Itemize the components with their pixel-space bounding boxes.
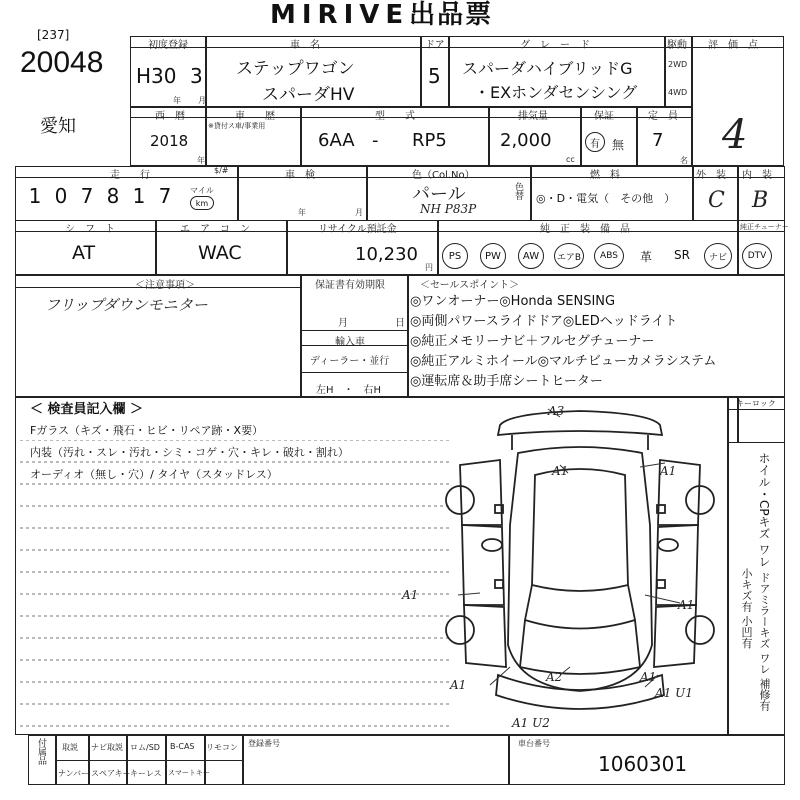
equipment-label: 純 正 装 備 品 <box>540 224 630 235</box>
equipment-sr: SR <box>674 248 690 262</box>
doc-keyless: キーレス <box>130 769 162 778</box>
shift-value: AT <box>72 242 96 264</box>
damage-mark: A1 <box>450 678 467 692</box>
mileage-label: 走 行 <box>110 170 150 181</box>
interior-label: 内 装 <box>742 170 772 181</box>
color-code: NH P83P <box>420 202 477 216</box>
recycle-label: リサイクル預託金 <box>318 224 397 235</box>
color-change-label: 色替 <box>513 182 523 200</box>
selling-point: ◎純正アルミホイール◎マルチビューカメラシステム <box>410 354 717 369</box>
drive-label: 駆動 <box>667 40 687 51</box>
fuel-options: ◎・D・電気（ その他 ） <box>536 192 676 205</box>
score-value: 4 <box>722 112 748 158</box>
fuel-label: 燃 料 <box>590 170 620 181</box>
inspection-year-unit: 年 <box>298 208 306 217</box>
prefecture: 愛知 <box>40 116 76 137</box>
inspector-label: ＜ 検査員記入欄 ＞ <box>30 402 144 417</box>
chassis-value: 1060301 <box>598 752 688 776</box>
damage-mark: A1 <box>660 464 677 478</box>
drive-2wd: 2WD <box>668 60 688 69</box>
equipment-leather: 革 <box>640 250 653 264</box>
grade-label: グ レ ー ド <box>520 40 590 51</box>
selling-point: ◎両側パワースライドドア◎LEDヘッドライト <box>410 314 678 329</box>
capacity-value: 7 <box>652 130 664 151</box>
notes-handwritten: フリップダウンモニター <box>45 296 208 314</box>
selling-point: ◎運転席＆助手席シートヒーター <box>410 374 603 389</box>
registration-month-unit: 月 <box>198 96 206 105</box>
equipment-tuner-label: 純正チューナー <box>740 223 789 231</box>
lot-code: [237] <box>37 28 70 42</box>
inspector-line-glass: Fガラス（キズ・飛石・ヒビ・リペア跡・X要） <box>30 424 264 437</box>
meter-label: $/# <box>214 166 229 175</box>
turbo-label: 保証 <box>594 111 614 122</box>
notes-label: ＜注意事項＞ <box>135 280 195 291</box>
aircon-label: エ ア コ ン <box>180 224 250 235</box>
year-unit: 年 <box>197 156 205 165</box>
history-label: 車 歴 <box>235 111 275 122</box>
capacity-unit: 名 <box>680 156 688 165</box>
reg-number-label: 登録番号 <box>248 739 280 748</box>
selling-point: ◎純正メモリーナビ＋フルセグチューナー <box>410 334 655 349</box>
model-label: 型 式 <box>375 111 415 122</box>
year-label: 西 暦 <box>155 111 185 122</box>
damage-mark: A1 <box>402 588 419 602</box>
registration-label: 初度登録 <box>148 40 188 51</box>
year-value: 2018 <box>150 132 189 150</box>
mileage-digit: 8 <box>106 184 120 208</box>
selling-point: ◎ワンオーナー◎Honda SENSING <box>410 294 616 309</box>
doors-value: 5 <box>428 64 441 88</box>
drive-4wd: 4WD <box>668 88 688 97</box>
doc-smart-key: スマートキー <box>168 769 210 777</box>
doc-navi-manual: ナビ取説 <box>91 743 123 752</box>
doc-manual: 取説 <box>62 743 78 752</box>
doc-spare-key: スペアキー <box>91 769 131 778</box>
mileage-digit: 0 <box>54 184 68 208</box>
car-name-line1: ステップワゴン <box>236 59 355 79</box>
mileage-digit: 1 <box>132 184 146 208</box>
equipment-aw: AW <box>518 243 544 269</box>
damage-mark: A2 <box>546 670 563 684</box>
lot-number: 20048 <box>20 46 104 79</box>
registration-year-unit: 年 <box>173 96 181 105</box>
model-dash: - <box>372 130 379 151</box>
score-label: 評 価 点 <box>708 40 758 51</box>
displacement-unit: cc <box>566 155 575 164</box>
warranty-label: 保証書有効期限 <box>315 280 385 291</box>
mileage-mile-unit: マイル <box>190 186 214 195</box>
turbo-no: 無 <box>612 138 625 152</box>
inspector-line-audio: オーディオ（無し・穴）/ タイヤ（スタッドレス） <box>30 468 278 481</box>
mileage-digit: 7 <box>158 184 172 208</box>
recycle-unit: 円 <box>425 263 433 272</box>
exterior-value: C <box>708 188 725 213</box>
form-title <box>270 0 493 31</box>
selling-points-label: ＜セールスポイント＞ <box>420 280 520 291</box>
warranty-day: 日 <box>395 318 405 329</box>
turbo-yes: 有 <box>585 132 605 152</box>
warranty-month: 月 <box>338 318 348 329</box>
capacity-label: 定 員 <box>648 111 678 122</box>
color-value: パール <box>412 184 466 205</box>
damage-mark: A1 <box>640 670 657 684</box>
model-prefix: 6AA <box>318 130 355 151</box>
displacement-value: 2,000 <box>500 130 552 151</box>
recycle-value: 10,230 <box>355 244 418 265</box>
doc-number: ナンバー <box>58 769 90 778</box>
right-note-wheel: ホイル・CPキズ ワレ <box>757 452 771 568</box>
car-damage-diagram <box>440 405 720 730</box>
form-title-suffix: 出品票 <box>409 0 494 30</box>
car-name-label: 車 名 <box>290 40 320 51</box>
ruled-lines <box>20 440 450 730</box>
import-dealer: ディーラー・並行 <box>310 356 390 367</box>
right-note-mirror: ドアミラーキズ ワレ 補修有 <box>758 572 771 711</box>
equipment-abs: ABS <box>594 243 624 269</box>
docs-label: 付属品 <box>36 738 46 765</box>
inspection-month-unit: 月 <box>355 208 363 217</box>
right-note-scratch: 小キズ有 小凹有 <box>740 568 753 649</box>
equipment-ps: PS <box>442 243 468 269</box>
inspection-label: 車 検 <box>285 170 315 181</box>
registration-era: H30 <box>136 64 177 88</box>
brand-name: MIRIVE <box>270 0 410 30</box>
equipment-pw: PW <box>480 243 506 269</box>
chassis-label: 車台番号 <box>518 739 550 748</box>
selling-points-list <box>410 292 716 392</box>
import-label: 輸入車 <box>335 337 365 348</box>
equipment-dtv: DTV <box>742 243 772 269</box>
doors-label: ドア <box>425 40 445 51</box>
mileage-km-unit: km <box>190 196 214 210</box>
damage-mark: A3 <box>548 404 565 418</box>
mileage-digit: 7 <box>80 184 94 208</box>
inspector-line-interior: 内装（汚れ・スレ・汚れ・シミ・コゲ・穴・キレ・破れ・割れ） <box>30 446 349 459</box>
import-steering: 左H ・ 右H <box>316 385 382 396</box>
doc-rom-sd: ロム/SD <box>130 743 160 752</box>
model-code: RP5 <box>412 130 447 151</box>
damage-mark: A1 U2 <box>512 716 550 730</box>
history-note: ※貸付ス車/事業用 <box>208 122 266 130</box>
aircon-value: WAC <box>198 242 242 264</box>
damage-mark: A1 U1 <box>655 686 693 700</box>
keyless-label: キーロック <box>736 399 776 408</box>
damage-mark: A1 <box>552 464 569 478</box>
color-label: 色（Col.No） <box>412 170 475 181</box>
doc-bcas: B-CAS <box>170 742 195 751</box>
doc-remote: リモコン <box>206 743 238 752</box>
equipment-airbag: エアB <box>554 243 584 269</box>
interior-value: B <box>752 188 769 213</box>
car-name-line2: スパーダHV <box>262 85 355 105</box>
exterior-label: 外 装 <box>696 170 726 181</box>
mileage-digit: 1 <box>28 184 42 208</box>
equipment-navi: ナビ <box>704 243 732 269</box>
displacement-label: 排気量 <box>518 111 548 122</box>
grade-line2: ・EXホンダセンシング <box>474 83 638 102</box>
damage-mark: A1 <box>678 598 695 612</box>
mileage-digits <box>22 184 178 208</box>
grade-line1: スパーダハイブリッドG <box>462 59 633 78</box>
shift-label: シ フ ト <box>65 224 115 235</box>
registration-month: 3 <box>190 64 203 88</box>
